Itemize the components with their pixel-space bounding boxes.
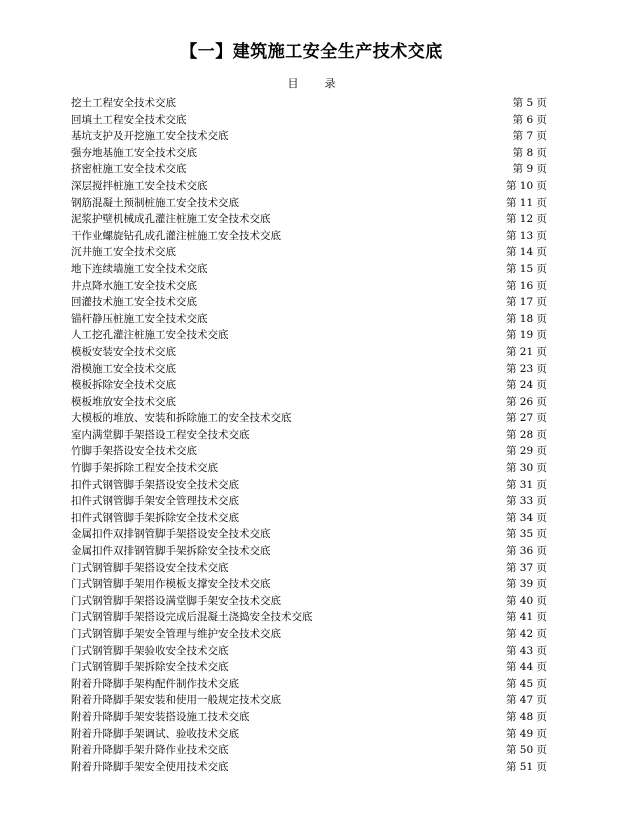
toc-entry-page: 第 41 页 (505, 611, 547, 624)
toc-entry (71, 128, 547, 145)
toc-entry-title: 挤密桩施工安全技术交底 (71, 163, 187, 176)
toc-entry (71, 112, 547, 129)
toc-entry (71, 195, 547, 212)
toc-entry (71, 327, 547, 344)
toc-entry-title: 挖土工程安全技术交底 (71, 97, 176, 109)
toc-entry-page: 第 47 页 (505, 694, 547, 707)
toc-entry-page: 第 44 页 (505, 661, 547, 674)
toc-entry-title: 基坑支护及开挖施工安全技术交底 (71, 130, 229, 143)
toc-entry-title: 附着升降脚手架调试、验收技术交底 (71, 727, 239, 740)
toc-entry (71, 394, 547, 411)
toc-entry (71, 161, 547, 178)
toc-entry-title: 沉井施工安全技术交底 (71, 246, 176, 259)
toc-entry-title: 扣件式钢管脚手架安全管理技术交底 (71, 495, 239, 508)
toc-entry-title: 深层搅拌桩施工安全技术交底 (71, 179, 208, 192)
toc-entry (71, 493, 547, 510)
toc-entry-title: 模板拆除安全技术交底 (71, 379, 176, 392)
toc-entry-page: 第 13 页 (505, 229, 547, 242)
toc-entry (71, 344, 547, 361)
toc-entry-title: 大模板的堆放、安装和拆除施工的安全技术交底 (71, 412, 292, 425)
toc-entry-page: 第 28 页 (505, 428, 547, 441)
toc-entry-page: 第 49 页 (505, 727, 547, 740)
toc-entry-title: 门式钢管脚手架安全管理与维护安全技术交底 (71, 628, 281, 640)
toc-entry-title: 门式钢管脚手架用作模板支撑安全技术交底 (71, 578, 271, 591)
toc-entry-title: 模板堆放安全技术交底 (71, 395, 176, 408)
toc-entry (71, 361, 547, 378)
toc-entry-page: 第 34 页 (505, 511, 547, 524)
toc-entry-title: 门式钢管脚手架搭设安全技术交底 (71, 561, 229, 574)
toc-entry (71, 95, 547, 112)
toc-entry-title: 金属扣件双排钢管脚手架搭设安全技术交底 (71, 528, 271, 541)
toc-entry-title: 扣件式钢管脚手架搭设安全技术交底 (71, 478, 239, 491)
toc-entry-page: 第 14 页 (505, 246, 547, 259)
toc-entry-title: 强夯地基施工安全技术交底 (71, 146, 197, 159)
toc-entry-page: 第 42 页 (505, 628, 547, 640)
table-of-contents (71, 95, 547, 775)
toc-entry-page: 第 31 页 (505, 478, 547, 491)
toc-entry (71, 294, 547, 311)
toc-entry (71, 742, 547, 759)
toc-entry (71, 759, 547, 776)
toc-entry-title: 竹脚手架搭设安全技术交底 (71, 445, 197, 458)
toc-entry-page: 第 8 页 (512, 146, 547, 159)
toc-entry-title: 附着升降脚手架安全使用技术交底 (71, 760, 229, 773)
toc-entry (71, 377, 547, 394)
toc-entry (71, 228, 547, 245)
toc-entry-page: 第 5 页 (512, 97, 547, 109)
toc-entry-page: 第 30 页 (505, 462, 547, 475)
toc-entry-page: 第 12 页 (505, 213, 547, 226)
toc-entry (71, 278, 547, 295)
toc-entry-page: 第 50 页 (505, 744, 547, 757)
toc-entry-page: 第 17 页 (505, 296, 547, 309)
toc-entry-title: 干作业螺旋钻孔成孔灌注桩施工安全技术交底 (71, 229, 281, 242)
toc-entry-page: 第 26 页 (505, 395, 547, 408)
toc-entry-title: 人工挖孔灌注桩施工安全技术交底 (71, 329, 229, 342)
toc-entry (71, 626, 547, 643)
toc-entry-title: 门式钢管脚手架搭设完成后混凝土浇捣安全技术交底 (71, 611, 313, 624)
toc-entry-title: 附着升降脚手架升降作业技术交底 (71, 744, 229, 757)
toc-entry (71, 178, 547, 195)
toc-entry-title: 泥浆护壁机械成孔灌注桩施工安全技术交底 (71, 213, 271, 226)
toc-entry (71, 676, 547, 693)
toc-entry (71, 244, 547, 261)
toc-entry-page: 第 29 页 (505, 445, 547, 458)
toc-entry (71, 410, 547, 427)
toc-entry-page: 第 48 页 (505, 710, 547, 723)
toc-entry (71, 593, 547, 610)
toc-entry-title: 扣件式钢管脚手架拆除安全技术交底 (71, 511, 239, 524)
toc-entry-title: 门式钢管脚手架拆除安全技术交底 (71, 661, 229, 674)
toc-entry (71, 709, 547, 726)
toc-entry-title: 门式钢管脚手架搭设满堂脚手架安全技术交底 (71, 594, 281, 607)
toc-entry-page: 第 40 页 (505, 594, 547, 607)
toc-entry-page: 第 19 页 (505, 329, 547, 342)
toc-entry-page: 第 21 页 (505, 345, 547, 358)
toc-entry (71, 311, 547, 328)
toc-entry-title: 回填土工程安全技术交底 (71, 113, 187, 126)
toc-entry-page: 第 11 页 (505, 196, 547, 209)
toc-entry (71, 692, 547, 709)
toc-entry-page: 第 23 页 (505, 362, 547, 375)
toc-entry (71, 726, 547, 743)
toc-entry-page: 第 43 页 (505, 644, 547, 657)
toc-entry-title: 井点降水施工安全技术交底 (71, 279, 197, 292)
toc-entry (71, 427, 547, 444)
toc-entry (71, 261, 547, 278)
toc-entry-page: 第 39 页 (505, 578, 547, 591)
toc-entry-title: 滑模施工安全技术交底 (71, 362, 176, 375)
toc-entry-page: 第 6 页 (512, 113, 547, 126)
toc-entry (71, 659, 547, 676)
toc-entry-title: 附着升降脚手架构配件制作技术交底 (71, 677, 239, 690)
toc-entry-title: 门式钢管脚手架验收安全技术交底 (71, 644, 229, 657)
toc-entry (71, 477, 547, 494)
toc-heading: 目录 (287, 77, 362, 90)
toc-entry-page: 第 45 页 (505, 677, 547, 690)
document-title: 【一】建筑施工安全生产技术交底 (180, 42, 443, 62)
toc-entry-title: 室内满堂脚手架搭设工程安全技术交底 (71, 428, 250, 441)
toc-entry-page: 第 37 页 (505, 561, 547, 574)
toc-entry (71, 609, 547, 626)
toc-entry-title: 钢筋混凝土预制桩施工安全技术交底 (71, 196, 239, 209)
toc-entry-title: 金属扣件双排钢管脚手架拆除安全技术交底 (71, 545, 271, 558)
toc-entry-page: 第 9 页 (512, 163, 547, 176)
toc-entry (71, 460, 547, 477)
toc-entry-page: 第 36 页 (505, 545, 547, 558)
toc-entry-page: 第 24 页 (505, 379, 547, 392)
toc-entry (71, 526, 547, 543)
toc-entry-title: 锚杆静压桩施工安全技术交底 (71, 312, 208, 325)
toc-entry-title: 附着升降脚手架安装和使用一般规定技术交底 (71, 694, 281, 707)
toc-entry-page: 第 35 页 (505, 528, 547, 541)
toc-entry (71, 510, 547, 527)
toc-entry-page: 第 10 页 (505, 179, 547, 192)
toc-entry-page: 第 18 页 (505, 312, 547, 325)
toc-entry-page: 第 7 页 (512, 130, 547, 143)
toc-entry (71, 443, 547, 460)
toc-entry-title: 附着升降脚手架安装搭设施工技术交底 (71, 710, 250, 723)
toc-entry-title: 模板安装安全技术交底 (71, 345, 176, 358)
toc-entry-title: 回灌技术施工安全技术交底 (71, 296, 197, 309)
toc-entry-page: 第 51 页 (505, 760, 547, 773)
toc-entry-page: 第 15 页 (505, 262, 547, 275)
toc-entry (71, 560, 547, 577)
toc-entry-page: 第 27 页 (505, 412, 547, 425)
toc-entry-page: 第 33 页 (505, 495, 547, 508)
toc-entry (71, 211, 547, 228)
toc-entry-title: 竹脚手架拆除工程安全技术交底 (71, 462, 218, 475)
toc-entry-title: 地下连续墙施工安全技术交底 (71, 262, 208, 275)
toc-entry (71, 576, 547, 593)
toc-entry-page: 第 16 页 (505, 279, 547, 292)
toc-entry (71, 643, 547, 660)
toc-entry (71, 543, 547, 560)
toc-entry (71, 145, 547, 162)
